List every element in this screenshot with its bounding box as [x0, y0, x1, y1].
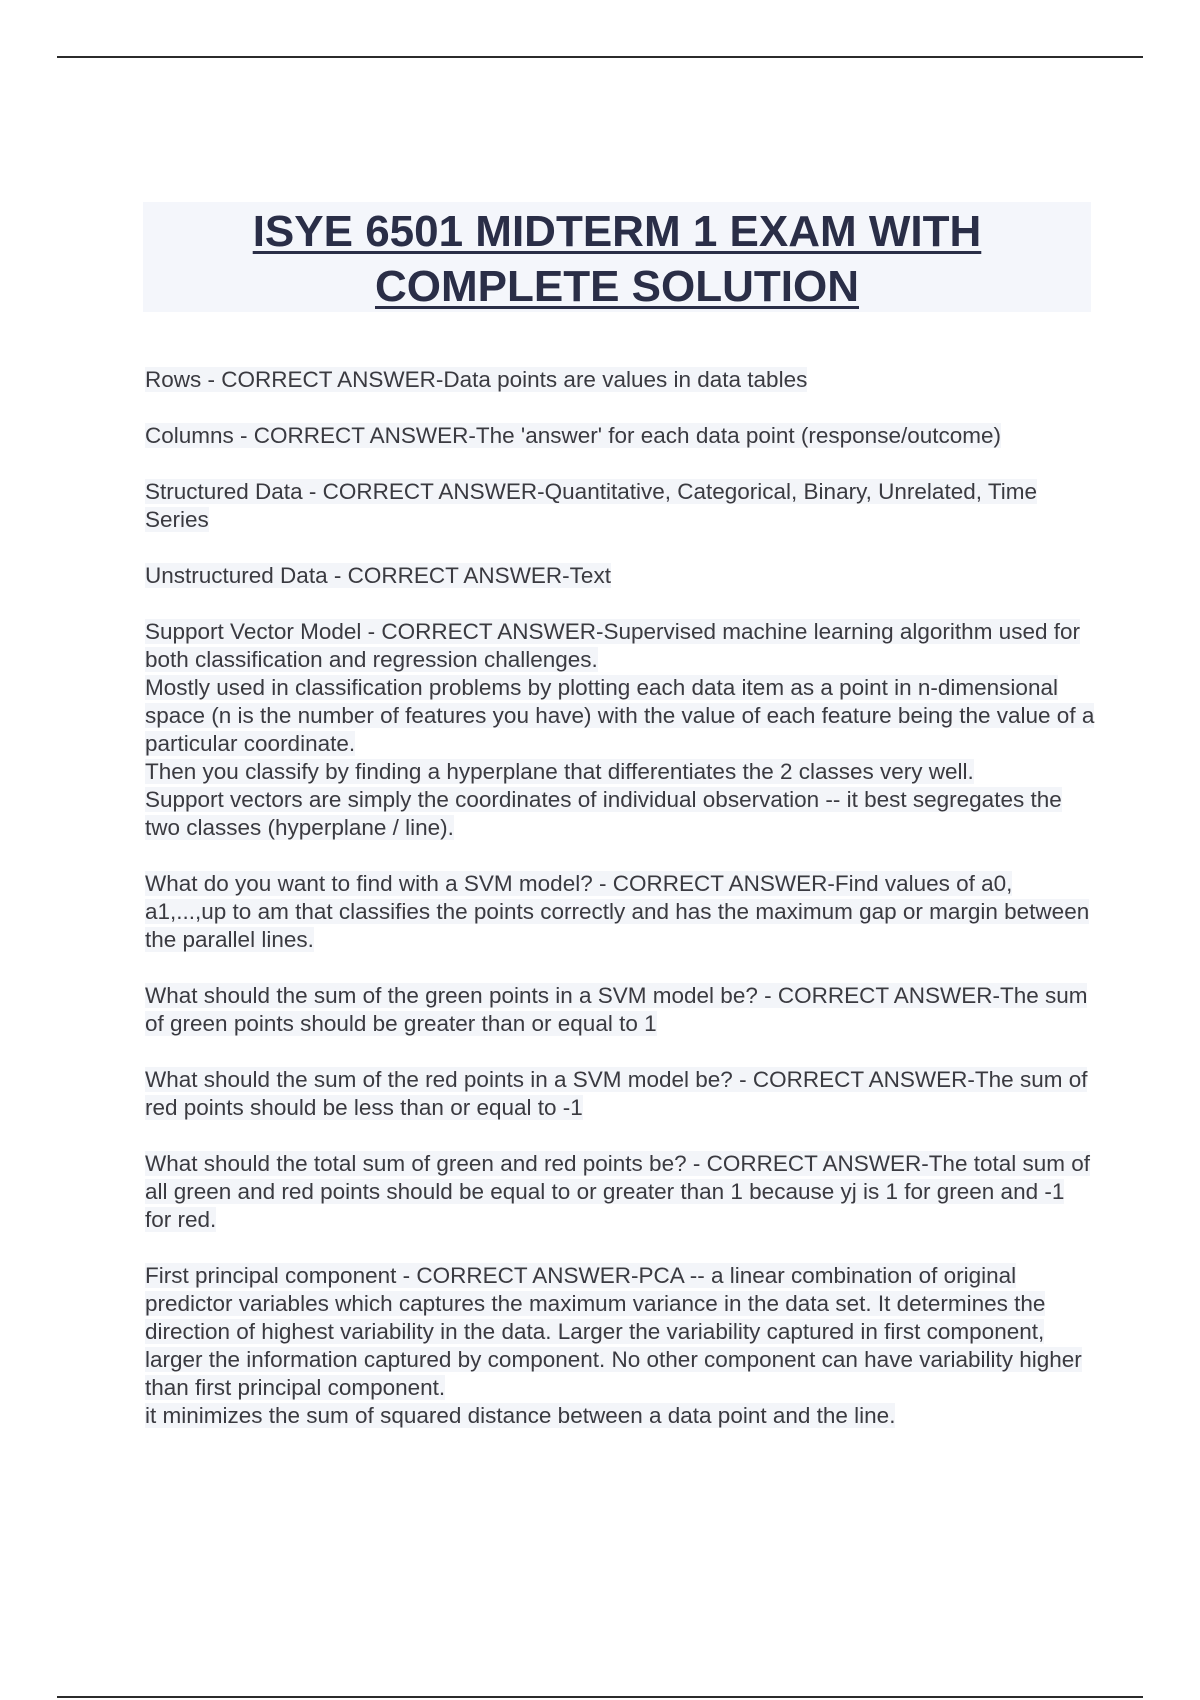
qa-text: Support vectors are simply the coordinates of individual observation -- it best segregates the two classes (hyperplane / line). [145, 787, 1062, 840]
qa-item [145, 870, 1095, 954]
qa-text: Support Vector Model - CORRECT ANSWER-Supervised machine learning algorithm used for both classification and regression challenges. [145, 619, 1080, 672]
qa-text: What do you want to find with a SVM model? - CORRECT ANSWER-Find values of a0, a1,...,up to am that classifies the points correctly and has the maximum gap or margin between the parallel lines. [145, 871, 1090, 952]
qa-item [145, 422, 1095, 450]
qa-item [145, 562, 1095, 590]
qa-text: it minimizes the sum of squared distance between a data point and the line. [145, 1403, 896, 1428]
title-line-2: COMPLETE SOLUTION [375, 262, 859, 311]
qa-item [145, 478, 1095, 534]
qa-item [145, 1262, 1095, 1430]
qa-item [145, 366, 1095, 394]
qa-item [145, 982, 1095, 1038]
document-title [143, 204, 1091, 314]
qa-text: Columns - CORRECT ANSWER-The 'answer' for each data point (response/outcome) [145, 423, 1001, 448]
qa-text: Mostly used in classification problems by plotting each data item as a point in n-dimensional space (n is the number of features you have) with the value of each feature being the value of a particular coordinate. [145, 675, 1095, 756]
qa-list [145, 366, 1095, 1458]
qa-text: Then you classify by finding a hyperplane that differentiates the 2 classes very well. [145, 759, 974, 784]
header-rule [57, 56, 1143, 58]
qa-text: What should the total sum of green and red points be? - CORRECT ANSWER-The total sum of all green and red points should be equal to or greater than 1 because yj is 1 for green and -1 for red. [145, 1151, 1091, 1232]
qa-text: What should the sum of the green points in a SVM model be? - CORRECT ANSWER-The sum of green points should be greater than or equal to 1 [145, 983, 1088, 1036]
qa-item [145, 1150, 1095, 1234]
footer-rule [57, 1696, 1143, 1698]
title-line-1: ISYE 6501 MIDTERM 1 EXAM WITH [252, 207, 982, 256]
qa-text: First principal component - CORRECT ANSWER-PCA -- a linear combination of original predictor variables which captures the maximum variance in the data set. It determines the direction of highest variability in the data. Larger the variability captured in first component, larger the information captured by component. No other component can have variability higher than first principal component. [145, 1263, 1082, 1400]
title-block [143, 202, 1091, 312]
qa-text: What should the sum of the red points in a SVM model be? - CORRECT ANSWER-The sum of red points should be less than or equal to -1 [145, 1067, 1088, 1120]
qa-text: Structured Data - CORRECT ANSWER-Quantitative, Categorical, Binary, Unrelated, Time Series [145, 479, 1037, 532]
qa-text: Unstructured Data - CORRECT ANSWER-Text [145, 563, 611, 588]
qa-text: Rows - CORRECT ANSWER-Data points are values in data tables [145, 367, 808, 392]
qa-item [145, 618, 1095, 842]
qa-item [145, 1066, 1095, 1122]
